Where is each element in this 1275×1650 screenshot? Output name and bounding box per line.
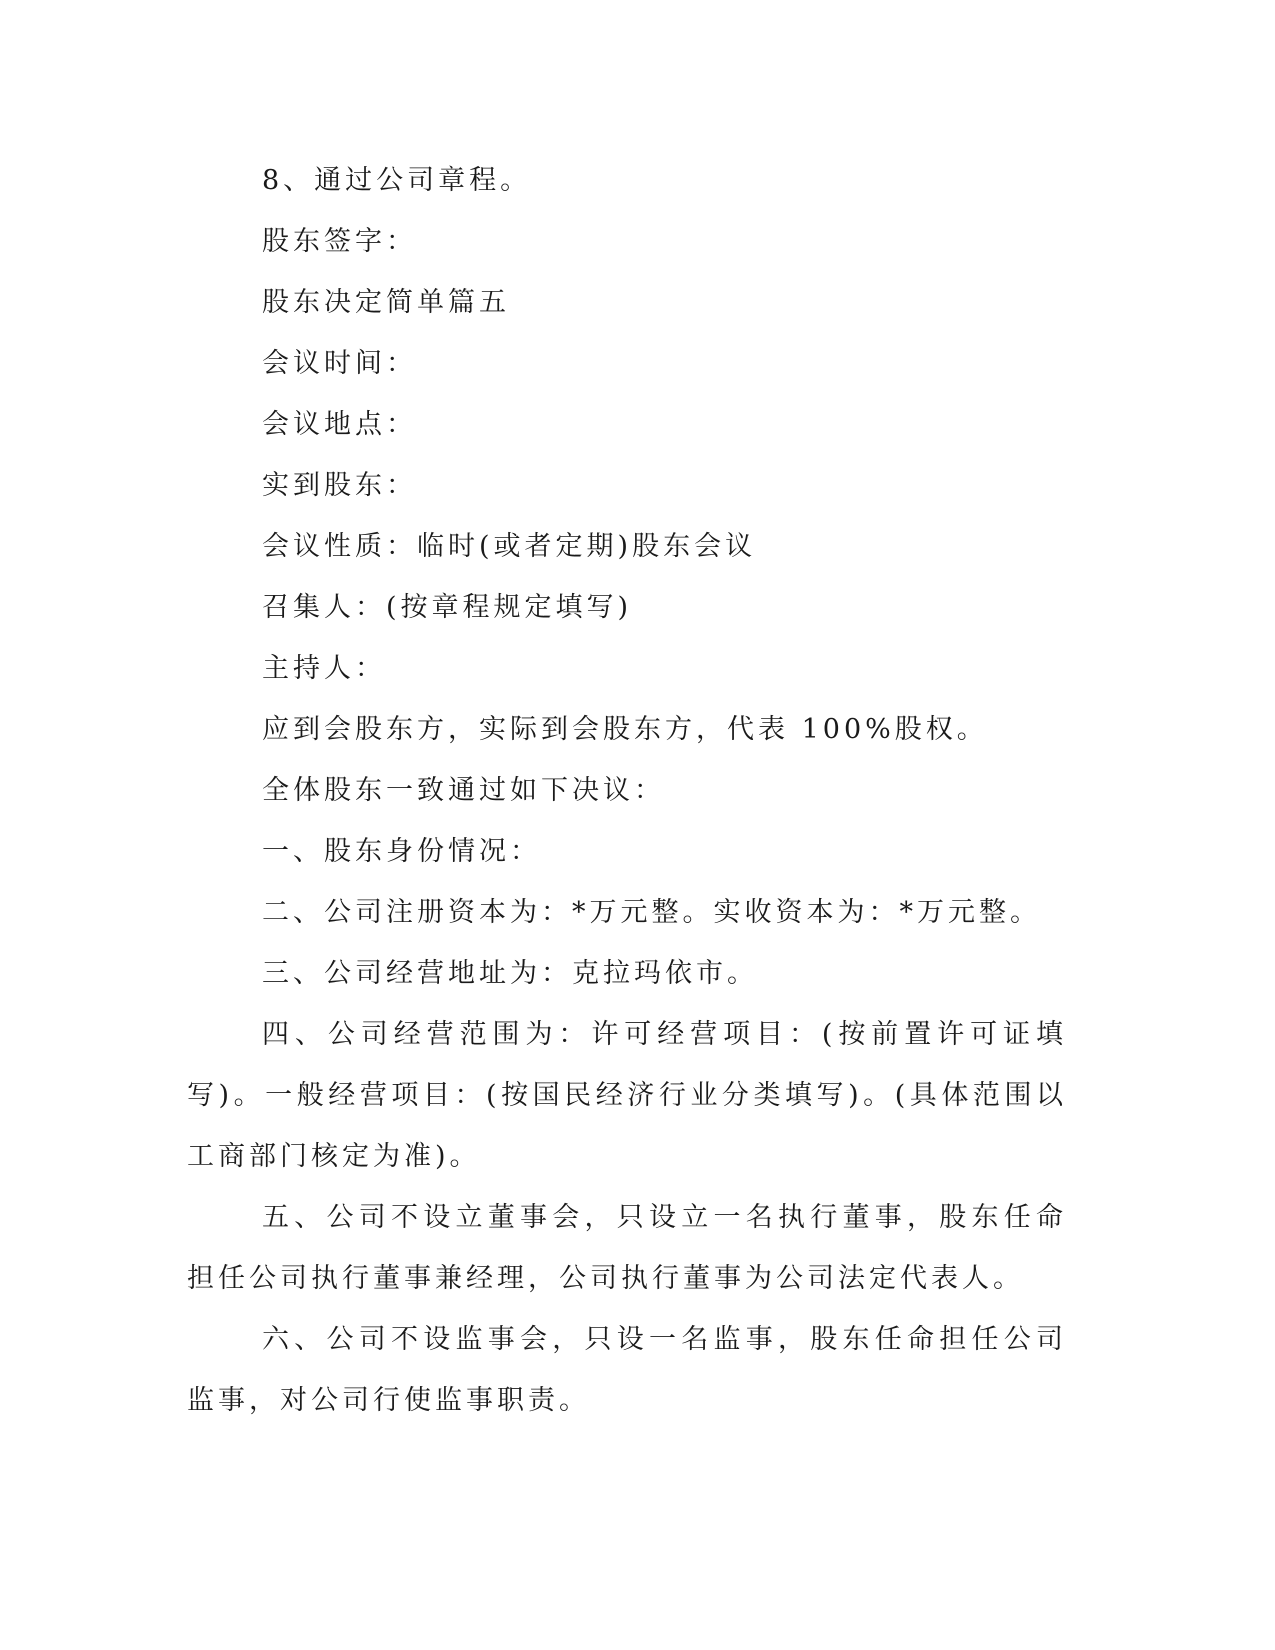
paragraph-meeting-nature: 会议性质：临时(或者定期)股东会议 [262, 531, 757, 562]
paragraph-resolution-4: 四、公司经营范围为：许可经营项目：(按前置许可证填写)。一般经营项目：(按国民经济行业分类填写)。(具体范围以工商部门核定为准)。 [187, 1019, 1067, 1172]
paragraph-host: 主持人： [262, 653, 386, 684]
paragraph-resolution-3: 三、公司经营地址为：克拉玛依市。 [262, 958, 758, 989]
paragraph-meeting-time: 会议时间： [262, 348, 417, 379]
paragraph-resolution-1: 一、股东身份情况： [262, 836, 541, 867]
paragraph-item-8-articles: 8、通过公司章程。 [262, 165, 532, 196]
paragraph-resolution-5: 五、公司不设立董事会，只设立一名执行董事，股东任命担任公司执行董事兼经理，公司执行董事为公司法定代表人。 [187, 1202, 1067, 1294]
paragraph-convener: 召集人：(按章程规定填写) [262, 592, 633, 623]
paragraph-attendance: 应到会股东方，实际到会股东方，代表 100%股权。 [262, 714, 988, 745]
paragraph-shareholder-signature: 股东签字： [262, 226, 417, 257]
paragraph-resolution-2: 二、公司注册资本为：*万元整。实收资本为：*万元整。 [262, 897, 1041, 928]
paragraph-resolution-intro: 全体股东一致通过如下决议： [262, 775, 665, 806]
paragraph-attending-shareholders: 实到股东： [262, 470, 417, 501]
paragraph-meeting-location: 会议地点： [262, 409, 417, 440]
section-heading: 股东决定简单篇五 [262, 287, 510, 318]
paragraph-resolution-6: 六、公司不设监事会，只设一名监事，股东任命担任公司监事，对公司行使监事职责。 [187, 1324, 1067, 1416]
document-body [187, 150, 1067, 1431]
